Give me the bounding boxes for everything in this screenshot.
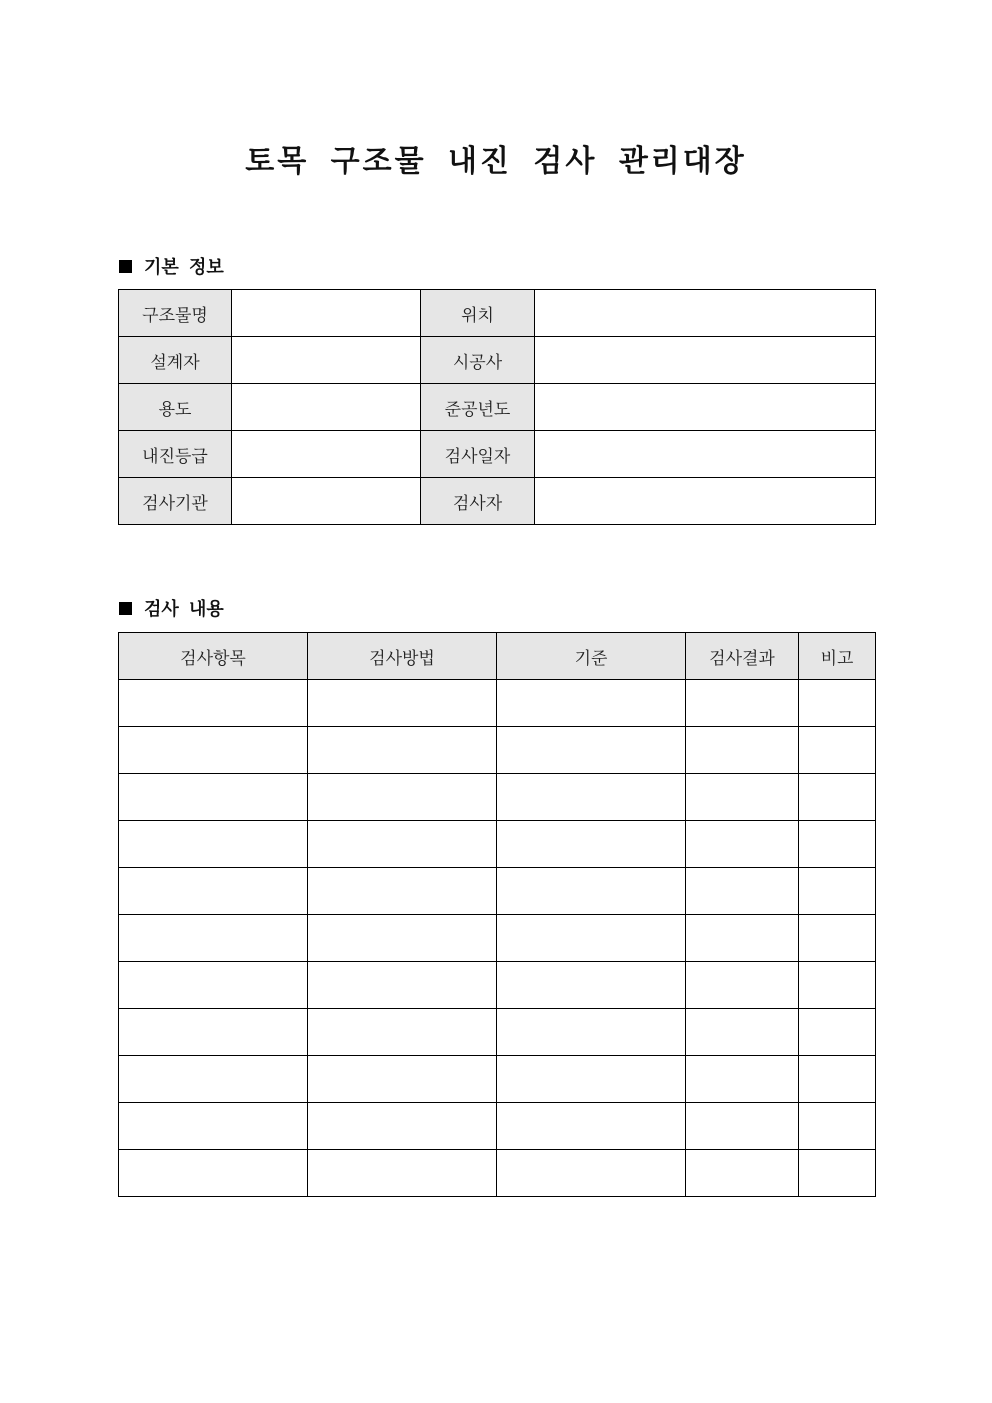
table-row <box>119 1009 876 1056</box>
square-bullet-icon <box>119 260 132 273</box>
column-header: 검사결과 <box>686 633 799 680</box>
table-row <box>119 915 876 962</box>
table-cell[interactable] <box>119 1150 308 1197</box>
field-value[interactable] <box>535 290 876 337</box>
table-cell[interactable] <box>686 1150 799 1197</box>
table-cell[interactable] <box>119 1009 308 1056</box>
field-value[interactable] <box>535 384 876 431</box>
field-label: 용도 <box>119 384 232 431</box>
table-cell[interactable] <box>686 868 799 915</box>
basic-info-heading-text: 기본 정보 <box>144 257 224 278</box>
table-cell[interactable] <box>308 962 497 1009</box>
table-cell[interactable] <box>799 1150 876 1197</box>
field-value[interactable] <box>232 478 421 525</box>
basic-info-row <box>119 290 876 337</box>
table-cell[interactable] <box>308 727 497 774</box>
table-cell[interactable] <box>119 774 308 821</box>
table-cell[interactable] <box>497 821 686 868</box>
table-cell[interactable] <box>686 1009 799 1056</box>
table-cell[interactable] <box>799 868 876 915</box>
basic-info-table <box>118 289 876 525</box>
field-value[interactable] <box>232 337 421 384</box>
column-header: 기준 <box>497 633 686 680</box>
field-label: 구조물명 <box>119 290 232 337</box>
field-value[interactable] <box>232 384 421 431</box>
table-cell[interactable] <box>686 821 799 868</box>
inspection-header-row <box>119 633 876 680</box>
table-cell[interactable] <box>308 1056 497 1103</box>
table-cell[interactable] <box>308 915 497 962</box>
table-cell[interactable] <box>497 962 686 1009</box>
field-label: 위치 <box>421 290 535 337</box>
table-cell[interactable] <box>119 915 308 962</box>
table-cell[interactable] <box>497 1056 686 1103</box>
table-row <box>119 821 876 868</box>
table-cell[interactable] <box>497 727 686 774</box>
table-row <box>119 727 876 774</box>
table-cell[interactable] <box>686 915 799 962</box>
table-row <box>119 680 876 727</box>
table-cell[interactable] <box>497 1150 686 1197</box>
inspection-heading-text: 검사 내용 <box>144 599 224 620</box>
field-value[interactable] <box>232 290 421 337</box>
table-cell[interactable] <box>686 962 799 1009</box>
table-cell[interactable] <box>497 1009 686 1056</box>
basic-info-row <box>119 478 876 525</box>
table-cell[interactable] <box>799 915 876 962</box>
table-cell[interactable] <box>799 1103 876 1150</box>
field-label: 검사기관 <box>119 478 232 525</box>
page-title: 토목 구조물 내진 검사 관리대장 <box>245 144 747 179</box>
table-cell[interactable] <box>799 821 876 868</box>
table-cell[interactable] <box>497 680 686 727</box>
table-cell[interactable] <box>119 821 308 868</box>
column-header: 검사방법 <box>308 633 497 680</box>
table-cell[interactable] <box>119 727 308 774</box>
table-cell[interactable] <box>308 680 497 727</box>
table-cell[interactable] <box>799 680 876 727</box>
inspection-table <box>118 632 876 1197</box>
table-cell[interactable] <box>497 868 686 915</box>
column-header: 검사항목 <box>119 633 308 680</box>
field-label: 시공사 <box>421 337 535 384</box>
table-cell[interactable] <box>799 774 876 821</box>
field-label: 검사자 <box>421 478 535 525</box>
table-cell[interactable] <box>119 1056 308 1103</box>
table-cell[interactable] <box>497 774 686 821</box>
basic-info-row <box>119 384 876 431</box>
table-cell[interactable] <box>686 774 799 821</box>
basic-info-row <box>119 337 876 384</box>
table-cell[interactable] <box>308 1103 497 1150</box>
table-cell[interactable] <box>497 915 686 962</box>
table-cell[interactable] <box>686 1056 799 1103</box>
table-cell[interactable] <box>799 1056 876 1103</box>
table-cell[interactable] <box>799 962 876 1009</box>
table-cell[interactable] <box>686 727 799 774</box>
table-cell[interactable] <box>119 680 308 727</box>
table-cell[interactable] <box>308 1009 497 1056</box>
table-cell[interactable] <box>686 680 799 727</box>
inspection-heading <box>119 595 224 621</box>
table-row <box>119 1056 876 1103</box>
table-row <box>119 1150 876 1197</box>
basic-info-heading <box>119 253 224 279</box>
table-row <box>119 868 876 915</box>
table-cell[interactable] <box>308 774 497 821</box>
table-row <box>119 962 876 1009</box>
table-cell[interactable] <box>799 727 876 774</box>
basic-info-row <box>119 431 876 478</box>
table-cell[interactable] <box>308 821 497 868</box>
field-value[interactable] <box>535 431 876 478</box>
table-cell[interactable] <box>308 1150 497 1197</box>
square-bullet-icon <box>119 602 132 615</box>
field-label: 검사일자 <box>421 431 535 478</box>
field-value[interactable] <box>535 478 876 525</box>
table-row <box>119 1103 876 1150</box>
field-label: 내진등급 <box>119 431 232 478</box>
table-cell[interactable] <box>308 868 497 915</box>
table-cell[interactable] <box>799 1009 876 1056</box>
field-value[interactable] <box>232 431 421 478</box>
table-cell[interactable] <box>119 1103 308 1150</box>
table-cell[interactable] <box>119 962 308 1009</box>
field-label: 준공년도 <box>421 384 535 431</box>
table-cell[interactable] <box>497 1103 686 1150</box>
table-cell[interactable] <box>686 1103 799 1150</box>
column-header: 비고 <box>799 633 876 680</box>
field-value[interactable] <box>535 337 876 384</box>
table-row <box>119 774 876 821</box>
field-label: 설계자 <box>119 337 232 384</box>
table-cell[interactable] <box>119 868 308 915</box>
